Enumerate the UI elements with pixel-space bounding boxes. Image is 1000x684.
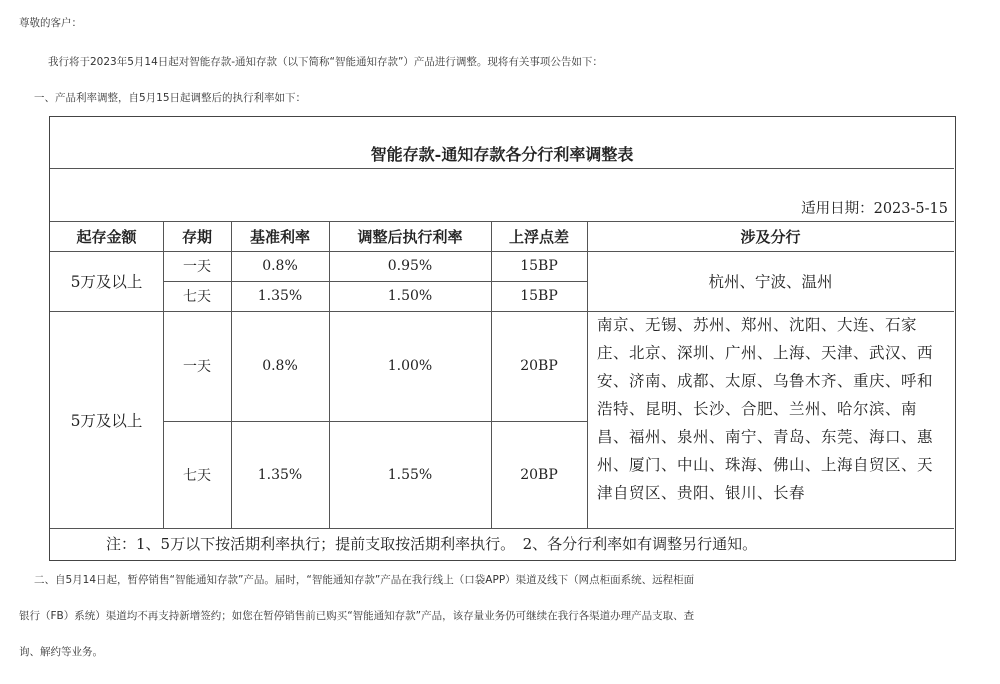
table-cell: 15BP xyxy=(520,258,558,274)
table-cell: 1.00% xyxy=(387,358,433,374)
group2-amount: 5万及以上 xyxy=(70,411,143,430)
table-title: 智能存款-通知存款各分行利率调整表 xyxy=(370,145,634,164)
table-cell: 七天 xyxy=(183,289,211,305)
section-2-line-2: 银行（FB）系统）渠道均不再支持新增签约；如您在暂停销售前已购买“智能通知存款”产品，该存量业务仍可继续在我行各渠道办理产品支取、查 xyxy=(19,610,695,622)
section-2-line-1: 二、自5月14日起，暂停销售“智能通知存款”产品。届时，“智能通知存款”产品在我行线上（口袋APP）渠道及线下（网点柜面系统、远程柜面 xyxy=(34,574,695,586)
divider xyxy=(50,168,954,169)
header-adjusted-rate: 调整后执行利率 xyxy=(357,227,463,246)
table-cell: 一天 xyxy=(183,359,211,375)
greeting: 尊敬的客户： xyxy=(19,17,82,29)
table-cell: 七天 xyxy=(183,467,211,484)
table-cell: 1.35% xyxy=(257,466,303,483)
table-cell: 20BP xyxy=(520,358,558,374)
table-cell: 0.95% xyxy=(387,258,433,274)
section-2-line-3: 询、解约等业务。 xyxy=(19,646,103,658)
header-base-rate: 基准利率 xyxy=(249,227,310,246)
header-branches: 涉及分行 xyxy=(740,227,801,246)
table-cell: 1.55% xyxy=(387,466,433,483)
table-cell: 0.8% xyxy=(262,358,298,374)
intro-paragraph: 我行将于2023年5月14日起对智能存款-通知存款（以下简称“智能通知存款”）产品进行调整。现将有关事项公告如下： xyxy=(48,56,603,68)
rate-adjustment-table xyxy=(49,116,956,561)
table-cell: 1.35% xyxy=(257,288,303,304)
table-note: 注：1、5万以下按活期利率执行；提前支取按活期利率执行。 2、各分行利率如有调整另行通知。 xyxy=(106,535,758,553)
applicable-date: 适用日期：2023-5-15 xyxy=(801,200,948,217)
group2-branches: 南京、无锡、苏州、郑州、沈阳、大连、石家庄、北京、深圳、广州、上海、天津、武汉、西安、济南、成都、太原、乌鲁木齐、重庆、呼和浩特、昆明、长沙、合肥、兰州、哈尔滨、南昌、福州、泉州、南宁、青岛、东莞、海口、惠州、厦门、中山、珠海、佛山、上海自贸区、天津自贸区、贵阳、银川、长春 xyxy=(597,316,934,502)
table-cell: 1.50% xyxy=(387,288,433,304)
group1-amount: 5万及以上 xyxy=(70,273,143,291)
group1-branches: 杭州、宁波、温州 xyxy=(708,273,833,291)
section-1-heading: 一、产品利率调整，自5月15日起调整后的执行利率如下： xyxy=(34,92,307,104)
table-cell: 0.8% xyxy=(262,258,298,274)
header-spread: 上浮点差 xyxy=(508,227,569,246)
table-cell: 15BP xyxy=(520,288,558,304)
table-cell: 一天 xyxy=(183,259,211,275)
header-term: 存期 xyxy=(181,227,212,246)
header-amount: 起存金额 xyxy=(76,227,137,246)
table-cell: 20BP xyxy=(520,466,558,483)
